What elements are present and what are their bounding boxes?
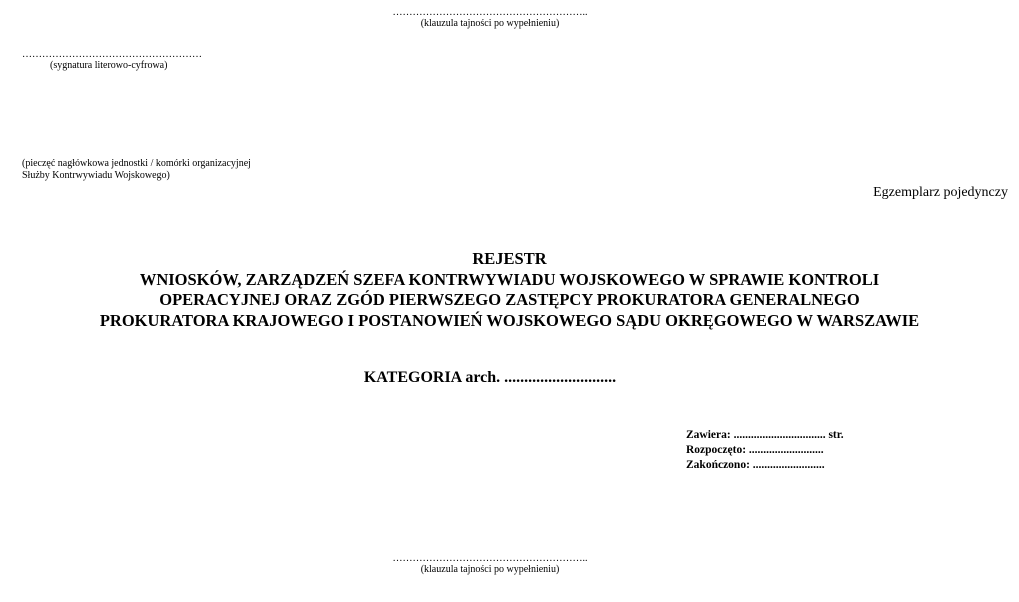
document-title xyxy=(0,249,1019,331)
contains-pages-line: Zawiera: ................................ str. xyxy=(686,429,844,441)
header-stamp-caption xyxy=(22,158,322,182)
register-metadata xyxy=(686,428,986,473)
stamp-caption-line-2: Służby Kontrwywiadu Wojskowego) xyxy=(22,170,170,181)
copy-label: Egzemplarz pojedynczy xyxy=(873,185,1008,200)
finished-date-line: Zakończono: ......................... xyxy=(686,459,825,471)
signature-block xyxy=(22,50,212,72)
bottom-classification-clause xyxy=(380,554,600,576)
top-classification-clause xyxy=(380,8,600,30)
top-clause-dots: ………………………………………………….. xyxy=(392,7,588,18)
stamp-caption-line-1: (pieczęć nagłówkowa jednostki / komórki organizacyjnej xyxy=(22,158,251,169)
title-line-1: REJESTR xyxy=(472,249,547,268)
top-clause-caption: (klauzula tajności po wypełnieniu) xyxy=(420,18,560,29)
title-line-3: OPERACYJNEJ ORAZ ZGÓD PIERWSZEGO ZASTĘPCY PROKURATORA GENERALNEGO xyxy=(159,290,860,309)
archive-category: KATEGORIA arch. ............................ xyxy=(363,369,617,386)
title-line-2: WNIOSKÓW, ZARZĄDZEŃ SZEFA KONTRWYWIADU WOJSKOWEGO W SPRAWIE KONTROLI xyxy=(139,269,880,289)
started-date-line: Rozpoczęto: .......................... xyxy=(686,444,824,456)
bottom-clause-dots: ………………………………………………….. xyxy=(392,553,588,564)
bottom-clause-caption: (klauzula tajności po wypełnieniu) xyxy=(420,564,560,575)
title-line-4: PROKURATORA KRAJOWEGO I POSTANOWIEŃ WOJSKOWEGO SĄDU OKRĘGOWEGO W WARSZAWIE xyxy=(99,310,920,330)
signature-dots: ……………………………………………… xyxy=(22,49,202,60)
signature-caption: (sygnatura literowo-cyfrowa) xyxy=(50,60,168,71)
